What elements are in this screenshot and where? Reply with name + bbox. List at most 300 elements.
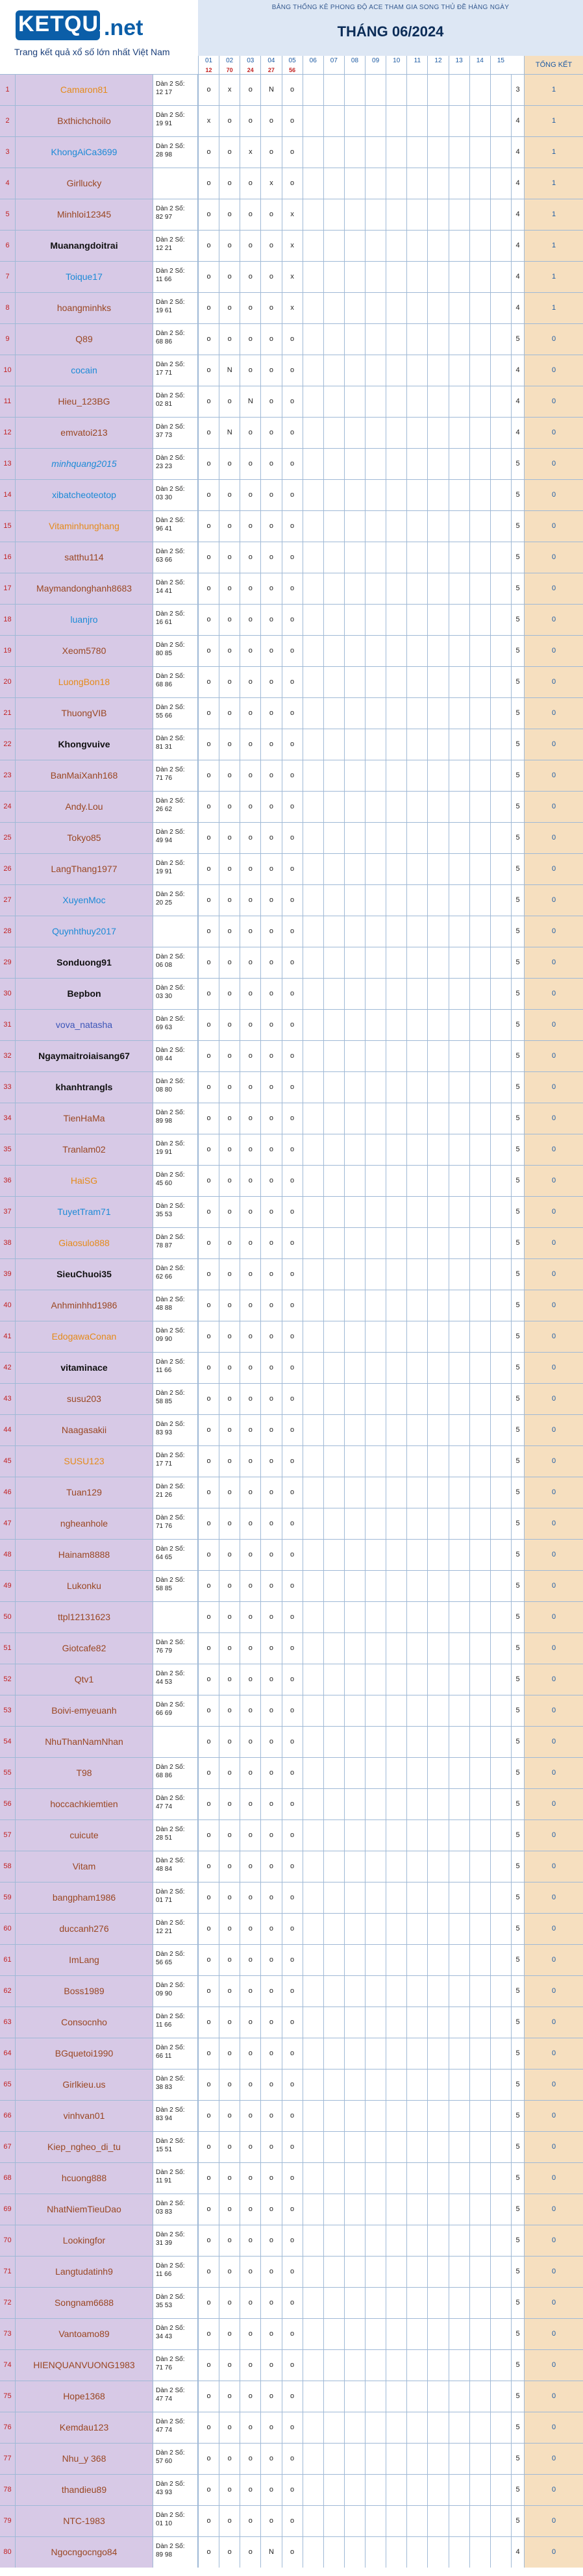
day-mark-02: o (219, 449, 240, 479)
total-score: 0 (524, 355, 583, 386)
member-name-link[interactable]: Kemdau123 (16, 2412, 153, 2443)
day-mark-01: o (198, 1041, 219, 1071)
prediction-cell (153, 2350, 198, 2381)
day-mark-14 (469, 355, 490, 386)
hit-count: 5 (511, 2007, 524, 2038)
day-mark-04: o (260, 1508, 281, 1539)
day-mark-14 (469, 667, 490, 697)
table-row (0, 355, 583, 386)
total-score: 0 (524, 1166, 583, 1196)
table-row (0, 230, 583, 261)
member-name-link[interactable]: Boss1989 (16, 1976, 153, 2007)
day-mark-05: o (282, 1353, 303, 1383)
day-mark-10 (386, 1914, 406, 1944)
member-name-link[interactable]: Hieu_123BG (16, 386, 153, 417)
day-mark-02: o (219, 2163, 240, 2194)
logo[interactable] (0, 0, 198, 74)
hit-count: 5 (511, 1384, 524, 1414)
day-mark-01: o (198, 199, 219, 230)
day-mark-03: o (240, 698, 260, 729)
day-mark-04: o (260, 2257, 281, 2287)
hit-count: 5 (511, 1882, 524, 1913)
member-name-link[interactable]: Girlkieu.us (16, 2070, 153, 2100)
prediction-cell (153, 1072, 198, 1103)
day-mark-02: o (219, 1166, 240, 1196)
member-name-link[interactable]: LuongBon18 (16, 667, 153, 697)
day-mark-06 (303, 2319, 323, 2349)
day-mark-01: o (198, 2007, 219, 2038)
day-mark-15 (490, 106, 511, 136)
day-mark-11 (406, 2412, 427, 2443)
day-mark-09 (365, 2475, 386, 2505)
member-name-link[interactable]: XuyenMoc (16, 885, 153, 916)
member-name-link[interactable]: Khongvuive (16, 729, 153, 760)
member-name-link[interactable]: HIENQUANVUONG1983 (16, 2350, 153, 2381)
day-mark-06 (303, 1446, 323, 1477)
table-row (0, 1757, 583, 1788)
member-name-link[interactable]: thandieu89 (16, 2475, 153, 2505)
day-mark-07 (323, 667, 344, 697)
day-mark-15 (490, 947, 511, 978)
member-name-link[interactable]: Qtv1 (16, 1664, 153, 1695)
member-name-link[interactable]: Muanangdoitrai (16, 231, 153, 261)
member-name-link[interactable]: satthu114 (16, 542, 153, 573)
member-name-link[interactable]: Langtudatinh9 (16, 2257, 153, 2287)
prediction-numbers: 08 44 (156, 1055, 173, 1062)
member-name-link[interactable]: NhuThanNamNhan (16, 1727, 153, 1757)
member-name-link[interactable]: ThuongVIB (16, 698, 153, 729)
member-name-link[interactable]: cocain (16, 355, 153, 386)
day-mark-10 (386, 1197, 406, 1227)
day-mark-03: o (240, 2070, 260, 2100)
hit-count: 5 (511, 2444, 524, 2474)
hit-count: 5 (511, 1820, 524, 1851)
prediction-label: Dàn 2 Số: (156, 1826, 185, 1833)
member-name-link[interactable]: Maymandonghanh8683 (16, 573, 153, 604)
prediction-numbers: 17 71 (156, 1460, 173, 1468)
member-name-link[interactable]: Boivi-emyeuanh (16, 1695, 153, 1726)
day-mark-08 (344, 293, 365, 323)
day-mark-13 (449, 324, 469, 355)
member-name-link[interactable]: khanhtrangls (16, 1072, 153, 1103)
member-name-link[interactable]: ImLang (16, 1945, 153, 1975)
member-name-link[interactable]: Andy.Lou (16, 792, 153, 822)
day-mark-10 (386, 605, 406, 635)
day-mark-05: o (282, 2288, 303, 2318)
total-score: 1 (524, 199, 583, 230)
day-mark-13 (449, 2007, 469, 2038)
member-name-link[interactable]: Toique17 (16, 262, 153, 292)
member-name-link[interactable]: Bxthichchoilo (16, 106, 153, 136)
day-mark-13 (449, 636, 469, 666)
member-name-link[interactable]: SUSU123 (16, 1446, 153, 1477)
day-mark-02: o (219, 2475, 240, 2505)
member-name-link[interactable]: luanjro (16, 605, 153, 635)
member-name-link[interactable]: Quynhthuy2017 (16, 916, 153, 947)
day-mark-14 (469, 1166, 490, 1196)
day-mark-02: o (219, 1914, 240, 1944)
member-name-link[interactable]: Tokyo85 (16, 823, 153, 853)
member-name-link[interactable]: Songnam6688 (16, 2288, 153, 2318)
day-mark-09 (365, 2038, 386, 2069)
member-name-link[interactable]: bangpham1986 (16, 1882, 153, 1913)
member-name-link[interactable]: BGquetoi1990 (16, 2038, 153, 2069)
day-mark-12 (427, 2163, 448, 2194)
day-mark-02: o (219, 885, 240, 916)
day-count-05: 56 (282, 66, 303, 74)
logo-suffix: .net (104, 16, 143, 40)
prediction-label: Dàn 2 Số: (156, 2138, 185, 2145)
day-mark-09 (365, 760, 386, 791)
prediction-label: Dàn 2 Số: (156, 1078, 185, 1085)
total-score: 0 (524, 1758, 583, 1788)
member-name-link[interactable]: Tuan129 (16, 1477, 153, 1508)
day-mark-02: o (219, 1290, 240, 1321)
hit-count: 5 (511, 2257, 524, 2287)
day-mark-10 (386, 106, 406, 136)
member-name-link[interactable]: Camaron81 (16, 75, 153, 105)
day-mark-11 (406, 418, 427, 448)
member-name-link[interactable]: Lukonku (16, 1571, 153, 1601)
day-mark-02: o (219, 1571, 240, 1601)
member-name-link[interactable]: hcuong888 (16, 2163, 153, 2194)
total-score: 1 (524, 168, 583, 199)
day-mark-07 (323, 854, 344, 884)
day-mark-06 (303, 293, 323, 323)
member-name-link[interactable]: Giotcafe82 (16, 1633, 153, 1664)
member-name-link[interactable]: Sonduong91 (16, 947, 153, 978)
day-mark-05: o (282, 418, 303, 448)
member-name-link[interactable]: NTC-1983 (16, 2506, 153, 2536)
prediction-numbers: 47 74 (156, 1803, 173, 1810)
day-mark-01: o (198, 823, 219, 853)
member-name-link[interactable]: TienHaMa (16, 1103, 153, 1134)
member-name-link[interactable]: vinhvan01 (16, 2101, 153, 2131)
member-name-link[interactable]: susu203 (16, 1384, 153, 1414)
day-mark-11 (406, 2038, 427, 2069)
day-mark-03: o (240, 1727, 260, 1757)
day-mark-15 (490, 1571, 511, 1601)
day-mark-05: o (282, 1602, 303, 1632)
day-mark-10 (386, 1415, 406, 1445)
table-row (0, 1258, 583, 1290)
member-name-link[interactable]: Vitam (16, 1851, 153, 1882)
day-mark-07 (323, 2506, 344, 2536)
day-mark-03: o (240, 2007, 260, 2038)
member-name-link[interactable]: Vitaminhunghang (16, 511, 153, 542)
prediction-label: Dàn 2 Số: (156, 1358, 185, 1366)
prediction-cell (153, 418, 198, 448)
prediction-numbers: 34 43 (156, 2333, 173, 2340)
logo-tagline: Trang kết quả xổ số lớn nhất Việt Nam (14, 47, 170, 57)
table-row (0, 2443, 583, 2474)
day-mark-05: x (282, 262, 303, 292)
day-mark-03: o (240, 947, 260, 978)
member-name-link[interactable]: hoangminhks (16, 293, 153, 323)
prediction-label: Dàn 2 Số: (156, 953, 185, 960)
day-mark-03: o (240, 729, 260, 760)
day-mark-12 (427, 1134, 448, 1165)
day-mark-07 (323, 1820, 344, 1851)
member-name-link[interactable]: xibatcheoteotop (16, 480, 153, 510)
day-mark-07 (323, 792, 344, 822)
prediction-cell (153, 2288, 198, 2318)
row-index: 29 (0, 947, 16, 978)
row-index: 75 (0, 2381, 16, 2412)
day-mark-13 (449, 1259, 469, 1290)
day-mark-12 (427, 1851, 448, 1882)
day-mark-05: x (282, 293, 303, 323)
member-name-link[interactable]: Lookingfor (16, 2225, 153, 2256)
day-mark-05: o (282, 1010, 303, 1040)
day-mark-01: o (198, 137, 219, 168)
day-mark-09 (365, 636, 386, 666)
day-mark-05: o (282, 792, 303, 822)
day-mark-14 (469, 1415, 490, 1445)
hit-count: 5 (511, 1290, 524, 1321)
member-name-link[interactable]: Naagasakii (16, 1415, 153, 1445)
day-mark-08 (344, 729, 365, 760)
prediction-cell (153, 137, 198, 168)
day-mark-11 (406, 792, 427, 822)
day-mark-12 (427, 386, 448, 417)
member-name-link[interactable]: Kiep_ngheo_di_tu (16, 2132, 153, 2162)
table-row (0, 1040, 583, 1071)
member-name-link[interactable]: Hainam8888 (16, 1540, 153, 1570)
day-mark-04: o (260, 1415, 281, 1445)
day-mark-06 (303, 324, 323, 355)
day-mark-05: o (282, 2319, 303, 2349)
day-mark-07 (323, 1758, 344, 1788)
member-name-link[interactable]: Q89 (16, 324, 153, 355)
day-mark-04: o (260, 2350, 281, 2381)
day-mark-10 (386, 698, 406, 729)
day-mark-15 (490, 2319, 511, 2349)
day-mark-08 (344, 636, 365, 666)
day-mark-03: o (240, 2288, 260, 2318)
member-name-link[interactable]: Giaosulo888 (16, 1228, 153, 1258)
day-mark-14 (469, 2537, 490, 2568)
member-name-link[interactable]: ngheanhole (16, 1508, 153, 1539)
day-mark-05: o (282, 2381, 303, 2412)
member-name-link[interactable]: hoccachkiemtien (16, 1789, 153, 1819)
day-mark-04: o (260, 1758, 281, 1788)
member-name-link[interactable]: NhatNiemTieuDao (16, 2194, 153, 2225)
hit-count: 5 (511, 1540, 524, 1570)
day-mark-08 (344, 1477, 365, 1508)
member-name-link[interactable]: Minhloi12345 (16, 199, 153, 230)
member-name-link[interactable]: Vantoamo89 (16, 2319, 153, 2349)
day-mark-01: o (198, 2412, 219, 2443)
day-mark-02: o (219, 1103, 240, 1134)
day-mark-06 (303, 2257, 323, 2287)
day-mark-11 (406, 542, 427, 573)
day-mark-03: o (240, 2038, 260, 2069)
day-mark-03: o (240, 2444, 260, 2474)
hit-count: 5 (511, 1321, 524, 1352)
day-mark-07 (323, 1353, 344, 1383)
member-name-link[interactable]: HaiSG (16, 1166, 153, 1196)
hit-count: 4 (511, 355, 524, 386)
hit-count: 5 (511, 2506, 524, 2536)
prediction-numbers: 83 93 (156, 1429, 173, 1436)
day-mark-01: o (198, 1384, 219, 1414)
day-mark-05: o (282, 854, 303, 884)
table-row (0, 2131, 583, 2162)
member-name-link[interactable]: TuyetTram71 (16, 1197, 153, 1227)
total-score: 0 (524, 1321, 583, 1352)
row-index: 79 (0, 2506, 16, 2536)
table-row (0, 635, 583, 666)
day-mark-10 (386, 792, 406, 822)
day-mark-08 (344, 667, 365, 697)
day-mark-12 (427, 729, 448, 760)
member-name-link[interactable]: Ngocngocngo84 (16, 2537, 153, 2568)
day-mark-02: o (219, 199, 240, 230)
day-mark-15 (490, 324, 511, 355)
table-row (0, 2162, 583, 2194)
day-mark-13 (449, 75, 469, 105)
day-mark-01: o (198, 418, 219, 448)
day-mark-15 (490, 1540, 511, 1570)
day-mark-03: o (240, 1664, 260, 1695)
day-mark-12 (427, 2132, 448, 2162)
row-index: 16 (0, 542, 16, 573)
member-name-link[interactable]: ttpl12131623 (16, 1602, 153, 1632)
row-index: 28 (0, 916, 16, 947)
hit-count: 4 (511, 231, 524, 261)
day-mark-09 (365, 199, 386, 230)
hit-count: 4 (511, 106, 524, 136)
day-mark-15 (490, 1041, 511, 1071)
member-name-link[interactable]: Tranlam02 (16, 1134, 153, 1165)
member-name-link[interactable]: BanMaiXanh168 (16, 760, 153, 791)
member-name-link[interactable]: SieuChuoi35 (16, 1259, 153, 1290)
day-mark-11 (406, 1727, 427, 1757)
member-name-link[interactable]: vitaminace (16, 1353, 153, 1383)
member-name-link[interactable]: duccanh276 (16, 1914, 153, 1944)
row-index: 69 (0, 2194, 16, 2225)
day-mark-04: o (260, 542, 281, 573)
day-mark-01: o (198, 1197, 219, 1227)
member-name-link[interactable]: cuicute (16, 1820, 153, 1851)
day-mark-08 (344, 75, 365, 105)
total-score: 0 (524, 1727, 583, 1757)
day-mark-14 (469, 2506, 490, 2536)
day-mark-09 (365, 2444, 386, 2474)
prediction-cell (153, 1571, 198, 1601)
day-mark-12 (427, 916, 448, 947)
day-mark-04: o (260, 1290, 281, 1321)
total-score: 0 (524, 2101, 583, 2131)
prediction-numbers: 47 74 (156, 2395, 173, 2403)
prediction-numbers: 38 83 (156, 2084, 173, 2091)
hit-count: 5 (511, 2225, 524, 2256)
day-mark-05: o (282, 947, 303, 978)
day-mark-04: o (260, 2163, 281, 2194)
day-mark-04: o (260, 2506, 281, 2536)
row-index: 78 (0, 2475, 16, 2505)
table-row (0, 604, 583, 635)
day-mark-14 (469, 1321, 490, 1352)
day-mark-01: o (198, 2350, 219, 2381)
day-mark-04: o (260, 698, 281, 729)
day-mark-13 (449, 1851, 469, 1882)
day-mark-06 (303, 2381, 323, 2412)
member-name-link[interactable]: minhquang2015 (16, 449, 153, 479)
member-name-link[interactable]: Anhminhhd1986 (16, 1290, 153, 1321)
member-name-link[interactable]: emvatoi213 (16, 418, 153, 448)
day-mark-07 (323, 1197, 344, 1227)
day-mark-05: o (282, 2007, 303, 2038)
day-mark-04: o (260, 293, 281, 323)
day-mark-07 (323, 1166, 344, 1196)
day-mark-06 (303, 1945, 323, 1975)
day-mark-14 (469, 511, 490, 542)
table-row (0, 884, 583, 916)
day-mark-09 (365, 1166, 386, 1196)
member-name-link[interactable]: Ngaymaitroiaisang67 (16, 1041, 153, 1071)
member-name-link[interactable]: T98 (16, 1758, 153, 1788)
day-mark-01: o (198, 2038, 219, 2069)
member-name-link[interactable]: Girllucky (16, 168, 153, 199)
member-name-link[interactable]: vova_natasha (16, 1010, 153, 1040)
member-name-link[interactable]: KhongAiCa3699 (16, 137, 153, 168)
day-mark-11 (406, 947, 427, 978)
member-name-link[interactable]: Nhu_y 368 (16, 2444, 153, 2474)
day-mark-11 (406, 355, 427, 386)
day-mark-11 (406, 854, 427, 884)
member-name-link[interactable]: Bepbon (16, 979, 153, 1009)
day-mark-09 (365, 792, 386, 822)
day-mark-13 (449, 106, 469, 136)
day-mark-10 (386, 1166, 406, 1196)
table-row (0, 1508, 583, 1539)
day-mark-14 (469, 2350, 490, 2381)
member-name-link[interactable]: Hope1368 (16, 2381, 153, 2412)
member-name-link[interactable]: Xeom5780 (16, 636, 153, 666)
prediction-cell (153, 1851, 198, 1882)
day-mark-08 (344, 1197, 365, 1227)
day-mark-01: o (198, 636, 219, 666)
prediction-label: Dàn 2 Số: (156, 1764, 185, 1771)
day-mark-11 (406, 1041, 427, 1071)
day-mark-07 (323, 386, 344, 417)
row-index: 54 (0, 1727, 16, 1757)
day-mark-07 (323, 106, 344, 136)
day-mark-10 (386, 823, 406, 853)
day-mark-09 (365, 1789, 386, 1819)
prediction-label: Dàn 2 Số: (156, 268, 185, 275)
member-name-link[interactable]: LangThang1977 (16, 854, 153, 884)
table-row (0, 1913, 583, 1944)
member-name-link[interactable]: EdogawaConan (16, 1321, 153, 1352)
member-name-link[interactable]: Consocnho (16, 2007, 153, 2038)
day-mark-09 (365, 1976, 386, 2007)
prediction-label: Dàn 2 Số: (156, 330, 185, 337)
day-mark-02: o (219, 698, 240, 729)
day-mark-10 (386, 418, 406, 448)
prediction-cell (153, 2007, 198, 2038)
day-mark-14 (469, 2319, 490, 2349)
day-mark-11 (406, 1103, 427, 1134)
day-mark-15 (490, 1976, 511, 2007)
day-mark-14 (469, 262, 490, 292)
day-mark-05: o (282, 75, 303, 105)
day-mark-09 (365, 2225, 386, 2256)
day-mark-14 (469, 293, 490, 323)
day-mark-07 (323, 2132, 344, 2162)
